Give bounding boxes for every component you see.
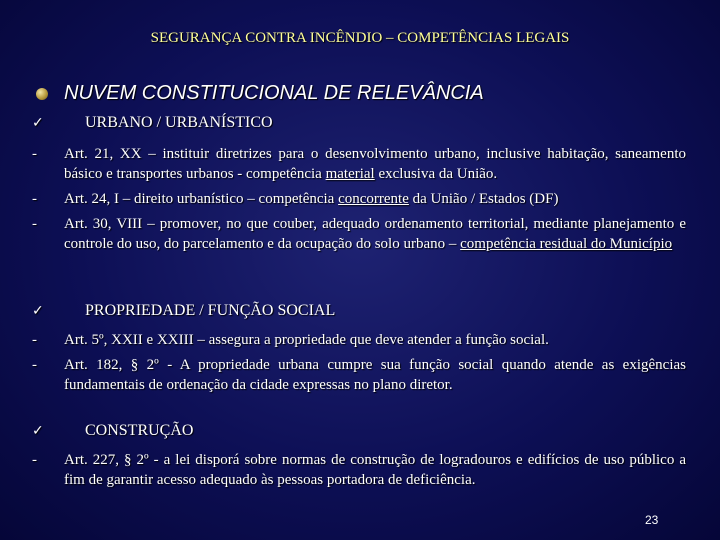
- heading-text: NUVEM CONSTITUCIONAL DE RELEVÂNCIA: [64, 82, 484, 104]
- page-number: 23: [645, 513, 659, 527]
- item-text: Art. 5º, XXII e XXIII – assegura a propriedade que deve atender a função social.: [64, 332, 549, 348]
- dash-marker: -: [32, 332, 37, 348]
- section-title-urbano: [32, 114, 273, 132]
- item-text: Art. 30, VIII – promover, no que couber, adequado ordenamento territorial, mediante planejamento e controle do uso, do parcelamento e da ocupação do solo urbano – competência residual do Município: [64, 216, 686, 252]
- list-item: [32, 355, 688, 395]
- section-title-construcao: [32, 422, 193, 440]
- section-title-text: URBANO / URBANÍSTICO: [85, 114, 273, 131]
- list-item: [32, 214, 688, 254]
- dash-marker: -: [32, 146, 37, 162]
- list-item: [32, 330, 688, 350]
- slide-header: SEGURANÇA CONTRA INCÊNDIO – COMPETÊNCIAS LEGAIS: [150, 30, 570, 46]
- item-text: Art. 182, § 2º - A propriedade urbana cumpre sua função social quando atende as exigências fundamentais de ordenação da cidade expressas no plano diretor.: [64, 357, 686, 393]
- slide-heading: [36, 82, 484, 105]
- section-title-text: CONSTRUÇÃO: [85, 422, 194, 439]
- checkmark-icon: ✓: [32, 115, 44, 131]
- section-title-text: PROPRIEDADE / FUNÇÃO SOCIAL: [85, 302, 336, 319]
- bullet-ball-icon: [36, 88, 48, 100]
- list-item: [32, 189, 688, 209]
- section-title-propriedade: [32, 302, 335, 320]
- checkmark-icon: ✓: [32, 423, 44, 439]
- list-item: [32, 450, 688, 490]
- list-item: [32, 144, 688, 184]
- item-text: Art. 227, § 2º - a lei disporá sobre normas de construção de logradouros e edifícios de uso público a fim de garantir acesso adequado às pessoas portadora de deficiência.: [64, 452, 686, 488]
- checkmark-icon: ✓: [32, 303, 44, 319]
- dash-marker: -: [32, 452, 37, 468]
- item-text: Art. 24, I – direito urbanístico – competência concorrente da União / Estados (DF): [64, 191, 559, 207]
- item-text: Art. 21, XX – instituir diretrizes para o desenvolvimento urbano, inclusive habitação, saneamento básico e transportes urbanos - competência material exclusiva da União.: [64, 146, 686, 182]
- dash-marker: -: [32, 357, 37, 373]
- dash-marker: -: [32, 191, 37, 207]
- dash-marker: -: [32, 216, 37, 232]
